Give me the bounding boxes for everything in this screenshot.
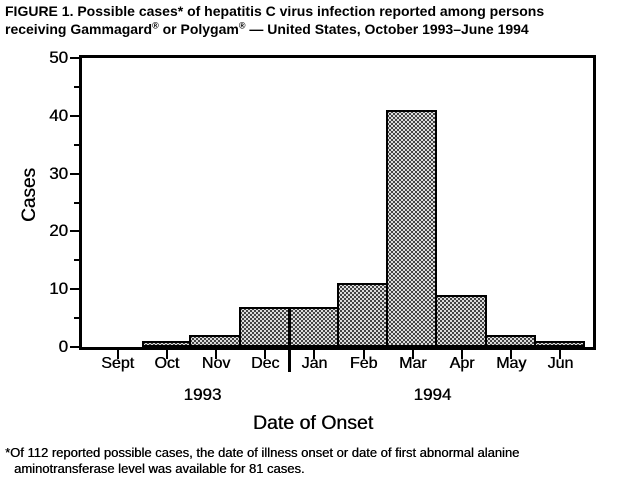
registered-trademark-icon: ® xyxy=(238,19,246,30)
bar-apr xyxy=(435,295,486,347)
y-axis-tick xyxy=(70,115,79,117)
figure-title-line1: FIGURE 1. Possible cases* of hepatitis C virus infection reported among persons xyxy=(5,3,545,19)
footnote-line2: aminotransferase level was available for 81 cases. xyxy=(14,460,305,476)
bar-oct xyxy=(142,341,191,347)
title-segment: — United States, October 1993–June 1994 xyxy=(245,20,529,37)
bar-feb xyxy=(337,283,388,347)
bar-dec xyxy=(239,307,290,347)
year-label: 1994 xyxy=(413,385,452,404)
y-axis-tick-label: 30 xyxy=(49,163,68,183)
y-axis-minor-tick xyxy=(74,144,79,146)
figure-footnote xyxy=(5,445,625,476)
bar-jun xyxy=(534,341,585,347)
bar-jan xyxy=(288,307,339,347)
bar-mar xyxy=(386,110,437,347)
y-axis-tick xyxy=(70,57,79,59)
y-axis-minor-tick xyxy=(74,259,79,261)
y-axis-tick xyxy=(70,230,79,232)
x-axis-tick-label: Oct xyxy=(154,355,180,372)
year-label: 1993 xyxy=(183,385,222,404)
x-axis-tick-label: Apr xyxy=(449,355,475,372)
y-axis-tick xyxy=(70,346,79,348)
y-axis-tick-label: 50 xyxy=(49,48,68,67)
x-axis-tick-label: Jan xyxy=(301,355,328,372)
title-segment: receiving Gammagard xyxy=(5,20,153,37)
y-axis-minor-tick xyxy=(74,317,79,319)
year-divider-line xyxy=(288,307,291,372)
y-axis-tick xyxy=(70,288,79,290)
footnote-line1: *Of 112 reported possible cases, the date of illness onset or date of first abnormal alanine xyxy=(5,445,520,460)
title-segment: or Polygam xyxy=(158,20,239,37)
x-axis-tick-label: Mar xyxy=(399,355,427,372)
bar-nov xyxy=(189,335,240,347)
y-axis-tick-label: 40 xyxy=(49,105,68,125)
y-axis-tick-label: 0 xyxy=(58,337,68,356)
y-axis-tick-label: 20 xyxy=(49,221,68,241)
x-axis-tick-label: May xyxy=(496,355,527,372)
x-axis-tick-label: Dec xyxy=(250,355,280,372)
bar-may xyxy=(485,335,536,347)
y-axis-minor-tick xyxy=(74,86,79,88)
y-axis-minor-tick xyxy=(74,202,79,204)
x-axis-tick-label: Nov xyxy=(201,355,231,372)
registered-trademark-icon: ® xyxy=(152,19,159,30)
y-axis-tick xyxy=(70,173,79,175)
x-axis-title: Date of Onset xyxy=(252,412,374,434)
x-axis-tick-label: Jun xyxy=(547,355,574,372)
y-axis-tick-label: 10 xyxy=(49,279,68,299)
x-axis-tick-label: Feb xyxy=(349,355,378,372)
y-axis-title: Cases xyxy=(19,168,40,222)
x-axis-tick-label: Sept xyxy=(101,355,135,372)
